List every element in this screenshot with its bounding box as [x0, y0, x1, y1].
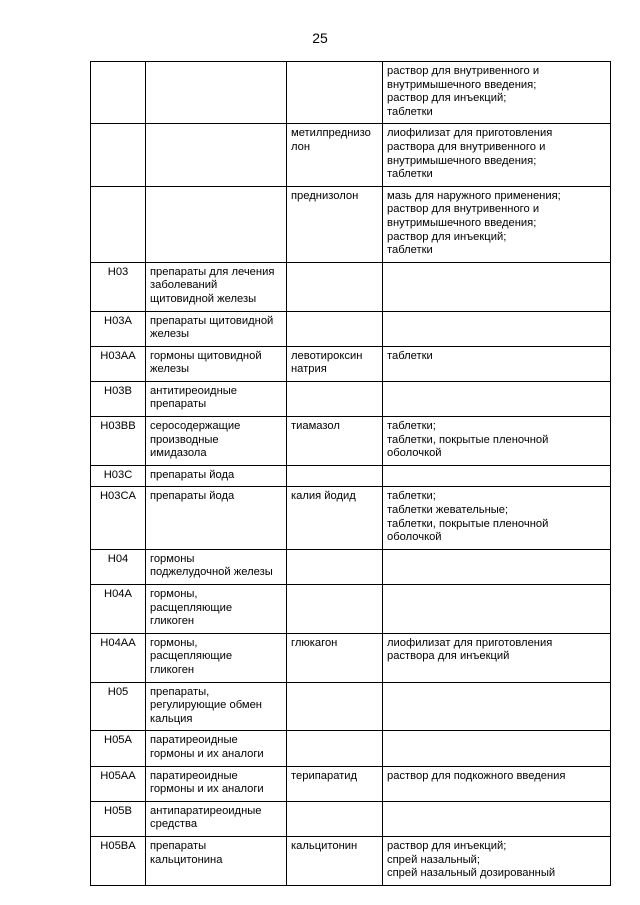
cell-text-line: гормоны и их аналоги — [150, 783, 264, 796]
table-row — [91, 124, 611, 186]
group-name-cell — [146, 633, 287, 682]
group-name-cell — [146, 62, 287, 124]
cell-text-line: терипаратид — [291, 769, 358, 782]
table-row — [91, 682, 611, 731]
atc-code-cell — [91, 186, 146, 262]
cell-text-line: спрей назальный дозированный — [387, 867, 556, 880]
atc-code-cell: H05 — [91, 682, 146, 731]
table-row — [91, 585, 611, 634]
table-row — [91, 487, 611, 549]
dosage-forms-cell — [383, 465, 611, 487]
cell-text-line: антитиреоидные — [150, 384, 238, 397]
cell-text-line: оболочкой — [387, 531, 442, 544]
table-row — [91, 465, 611, 487]
atc-code-cell: H05AA — [91, 766, 146, 801]
dosage-forms-cell — [383, 836, 611, 885]
atc-code-cell: H05BA — [91, 836, 146, 885]
group-name-cell — [146, 417, 287, 466]
atc-code-cell: H03 — [91, 262, 146, 311]
drug-name-cell — [287, 124, 383, 186]
drug-name-cell — [287, 346, 383, 381]
dosage-forms-cell — [383, 633, 611, 682]
table-body — [91, 62, 611, 886]
cell-text-line: кальцитонин — [291, 839, 358, 852]
atc-code-cell: H05A — [91, 731, 146, 766]
dosage-forms-cell — [383, 417, 611, 466]
cell-text-line: гормоны и их аналоги — [150, 747, 264, 760]
atc-code-cell: H03C — [91, 465, 146, 487]
cell-text-line: спрей назальный; — [387, 853, 481, 866]
group-name-cell — [146, 381, 287, 416]
cell-text-line: таблетки, покрытые пленочной — [387, 433, 549, 446]
cell-text-line: регулирующие обмен — [150, 699, 262, 712]
cell-text-line: таблетки, покрытые пленочной — [387, 517, 549, 530]
cell-text-line: гликоген — [150, 663, 195, 676]
cell-text-line: оболочкой — [387, 447, 442, 460]
atc-code-cell: H04AA — [91, 633, 146, 682]
group-name-cell — [146, 124, 287, 186]
dosage-forms-cell — [383, 186, 611, 262]
cell-text-line: расщепляющие — [150, 601, 233, 614]
group-name-cell — [146, 346, 287, 381]
cell-text-line: кальция — [150, 712, 193, 725]
table-row — [91, 417, 611, 466]
cell-text-line: антипаратиреоидные — [150, 804, 262, 817]
drug-name-cell — [287, 311, 383, 346]
atc-code-cell: H04 — [91, 549, 146, 584]
cell-text-line: гормоны щитовидной — [150, 349, 262, 362]
cell-text-line: таблетки — [387, 349, 433, 362]
cell-text-line: раствор для инъекций; — [387, 230, 507, 243]
cell-text-line: внутримышечного введения; — [387, 154, 537, 167]
cell-text-line: глюкагон — [291, 636, 338, 649]
cell-text-line: раствор для инъекций; — [387, 839, 507, 852]
cell-text-line: железы — [150, 328, 190, 341]
cell-text-line: таблетки; — [387, 490, 436, 503]
drug-table — [90, 61, 611, 886]
cell-text-line: раствор для внутривенного и — [387, 65, 540, 77]
cell-text-line: средства — [150, 818, 198, 831]
dosage-forms-cell — [383, 311, 611, 346]
drug-name-cell — [287, 381, 383, 416]
cell-text-line: имидазола — [150, 447, 207, 460]
cell-text-line: калия йодид — [291, 490, 356, 503]
cell-text-line: раствор для внутривенного и — [387, 203, 540, 216]
cell-text-line: таблетки жевательные; — [387, 504, 509, 517]
cell-text-line: раствора для инъекций — [387, 650, 510, 663]
cell-text-line: препараты — [150, 839, 207, 852]
cell-text-line: таблетки — [387, 105, 433, 118]
dosage-forms-cell — [383, 766, 611, 801]
dosage-forms-cell — [383, 585, 611, 634]
drug-name-cell — [287, 62, 383, 124]
cell-text-line: расщепляющие — [150, 650, 233, 663]
group-name-cell — [146, 682, 287, 731]
cell-text-line: преднизолон — [291, 189, 359, 202]
table-row — [91, 836, 611, 885]
cell-text-line: тиамазол — [291, 420, 340, 433]
drug-name-cell — [287, 766, 383, 801]
group-name-cell — [146, 801, 287, 836]
cell-text-line: препараты йода — [150, 490, 235, 503]
drug-name-cell — [287, 731, 383, 766]
group-name-cell — [146, 836, 287, 885]
cell-text-line: гликоген — [150, 615, 195, 628]
group-name-cell — [146, 549, 287, 584]
atc-code-cell: H03BB — [91, 417, 146, 466]
dosage-forms-cell — [383, 346, 611, 381]
atc-code-cell: H03AA — [91, 346, 146, 381]
table-row — [91, 346, 611, 381]
dosage-forms-cell — [383, 549, 611, 584]
drug-name-cell — [287, 262, 383, 311]
group-name-cell — [146, 766, 287, 801]
drug-name-cell — [287, 487, 383, 549]
atc-code-cell — [91, 62, 146, 124]
cell-text-line: лиофилизат для приготовления — [387, 636, 553, 649]
cell-text-line: гормоны — [150, 552, 195, 565]
group-name-cell — [146, 465, 287, 487]
drug-name-cell — [287, 417, 383, 466]
table-row — [91, 549, 611, 584]
cell-text-line: паратиреоидные — [150, 734, 238, 747]
cell-text-line: серосодержащие — [150, 420, 241, 433]
cell-text-line: производные — [150, 433, 219, 446]
group-name-cell — [146, 731, 287, 766]
dosage-forms-cell — [383, 62, 611, 124]
drug-name-cell — [287, 549, 383, 584]
cell-text-line: препараты щитовидной — [150, 314, 274, 327]
drug-name-cell — [287, 465, 383, 487]
cell-text-line: заболеваний — [150, 279, 218, 292]
dosage-forms-cell — [383, 381, 611, 416]
cell-text-line: раствора для внутривенного и — [387, 140, 546, 153]
drug-name-cell — [287, 585, 383, 634]
page-number: 25 — [312, 30, 328, 46]
table-row — [91, 262, 611, 311]
table-row — [91, 311, 611, 346]
dosage-forms-cell — [383, 731, 611, 766]
cell-text-line: поджелудочной железы — [150, 566, 273, 579]
cell-text-line: кальцитонина — [150, 853, 223, 866]
dosage-forms-cell — [383, 262, 611, 311]
cell-text-line: лиофилизат для приготовления — [387, 127, 553, 140]
dosage-forms-cell — [383, 487, 611, 549]
dosage-forms-cell — [383, 801, 611, 836]
drug-name-cell — [287, 633, 383, 682]
atc-code-cell: H05B — [91, 801, 146, 836]
cell-text-line: раствор для подкожного введения — [387, 769, 566, 782]
table-row — [91, 633, 611, 682]
group-name-cell — [146, 262, 287, 311]
cell-text-line: лон — [291, 140, 311, 153]
group-name-cell — [146, 186, 287, 262]
table-row — [91, 381, 611, 416]
cell-text-line: внутримышечного введения; — [387, 216, 537, 229]
table-row — [91, 731, 611, 766]
cell-text-line: гормоны, — [150, 636, 198, 649]
cell-text-line: паратиреоидные — [150, 769, 238, 782]
cell-text-line: препараты для лечения — [150, 265, 275, 278]
group-name-cell — [146, 585, 287, 634]
cell-text-line: таблетки — [387, 244, 433, 257]
cell-text-line: препараты — [150, 398, 207, 411]
drug-name-cell — [287, 186, 383, 262]
atc-code-cell: H03CA — [91, 487, 146, 549]
table-row — [91, 766, 611, 801]
table-row — [91, 186, 611, 262]
cell-text-line: щитовидной железы — [150, 292, 257, 305]
cell-text-line: препараты, — [150, 685, 210, 698]
dosage-forms-cell — [383, 124, 611, 186]
atc-code-cell: H03A — [91, 311, 146, 346]
cell-text-line: натрия — [291, 363, 327, 376]
cell-text-line: гормоны, — [150, 588, 198, 600]
atc-code-cell: H03B — [91, 381, 146, 416]
table-row — [91, 801, 611, 836]
cell-text-line: левотироксин — [291, 349, 363, 362]
dosage-forms-cell — [383, 682, 611, 731]
drug-name-cell — [287, 836, 383, 885]
drug-name-cell — [287, 682, 383, 731]
cell-text-line: таблетки — [387, 168, 433, 181]
cell-text-line: раствор для инъекций; — [387, 92, 507, 105]
cell-text-line: железы — [150, 363, 190, 376]
cell-text-line: мазь для наружного применения; — [387, 189, 561, 202]
atc-code-cell — [91, 124, 146, 186]
group-name-cell — [146, 487, 287, 549]
table-row — [91, 62, 611, 124]
cell-text-line: внутримышечного введения; — [387, 78, 537, 91]
cell-text-line: метилпреднизо — [291, 127, 371, 140]
drug-name-cell — [287, 801, 383, 836]
atc-code-cell: H04A — [91, 585, 146, 634]
group-name-cell — [146, 311, 287, 346]
cell-text-line: таблетки; — [387, 420, 436, 433]
cell-text-line: препараты йода — [150, 468, 235, 481]
